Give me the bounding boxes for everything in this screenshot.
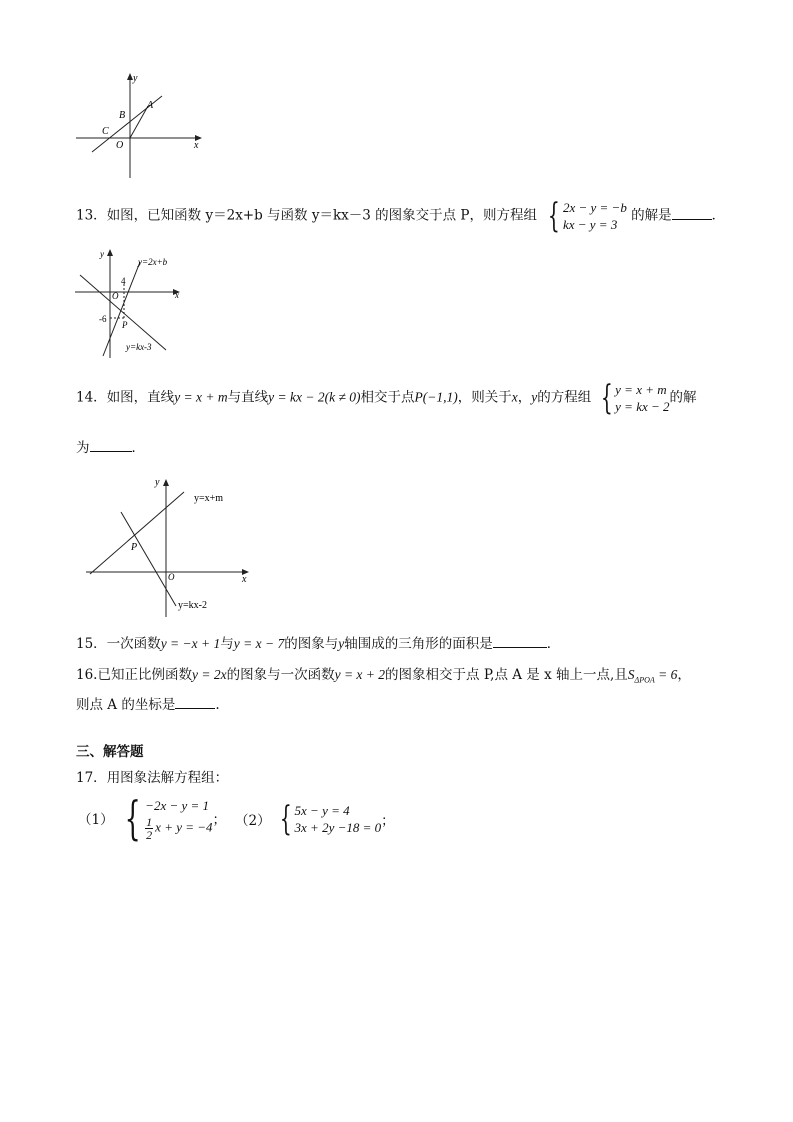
label-neg6: -6 xyxy=(99,314,107,324)
q14-text2: 与直线 xyxy=(227,389,269,406)
label-line1: y=x+m xyxy=(194,493,224,504)
line-oa xyxy=(130,106,148,138)
q17-part1-system xyxy=(118,791,213,845)
q13-eq2: kx − y = 3 xyxy=(562,217,618,232)
label-x: x xyxy=(242,574,247,585)
q14-eq1: y = x + m xyxy=(615,382,667,397)
q14-end: ． xyxy=(131,440,145,456)
label-a: A xyxy=(147,100,154,111)
label-line2: y=kx-3 xyxy=(126,342,152,352)
q14-wei: 为 xyxy=(76,440,90,456)
q16-answer-blank[interactable] xyxy=(175,695,215,709)
q16-end: . xyxy=(215,697,220,713)
q14-system xyxy=(596,378,670,418)
q14-text4: ，则关于 xyxy=(457,389,512,406)
label-y: y xyxy=(100,249,104,259)
q14-var-x: x xyxy=(511,389,518,405)
line-kx-minus-2 xyxy=(121,512,176,606)
q16-text2: 的图象与一次函数 xyxy=(226,667,335,683)
fraction-numerator: 1 xyxy=(146,814,153,829)
q15-var-y: y xyxy=(338,636,345,651)
q15-text4: 轴围成的三角形的面积是 xyxy=(344,636,493,652)
q15-text3: 的图象与 xyxy=(284,636,339,652)
label-x: x xyxy=(175,290,179,300)
q15-end: ． xyxy=(546,636,561,652)
q16-area-eq: = 6 xyxy=(654,667,678,682)
q16-func1: y = 2x xyxy=(191,667,227,682)
q14-text1: 如图，直线 xyxy=(106,389,175,406)
q16-number: 16. xyxy=(76,667,98,683)
q17-p1-eq2-rest: x + y = −4 xyxy=(155,818,213,834)
q14-line2: y = kx − 2(k ≠ 0) xyxy=(268,389,361,405)
label-p: P xyxy=(122,320,128,330)
label-b: B xyxy=(119,110,126,121)
y-axis-arrow-icon xyxy=(163,479,169,486)
q17-p2-eq1: 5x − y = 4 xyxy=(294,803,350,818)
q16-text4: ， xyxy=(677,667,691,683)
label-p: P xyxy=(131,542,138,553)
q17-part1-end: ； xyxy=(212,812,227,828)
q15-func1: y = −x + 1 xyxy=(160,636,221,651)
label-o: O xyxy=(168,572,175,582)
q13-answer-blank[interactable] xyxy=(672,206,712,220)
q15-text2: 与 xyxy=(220,636,234,652)
question-14-line2 xyxy=(76,438,145,457)
figure-q14 xyxy=(84,472,259,620)
q14-line1: y = x + m xyxy=(174,389,228,405)
q16-line2-text: 则点 A 的坐标是 xyxy=(76,697,176,713)
section-title: 三、解答题 xyxy=(76,744,144,760)
q16-area-sub: ΔPOA xyxy=(634,675,655,685)
q13-eq1: 2x − y = −b xyxy=(562,200,627,215)
label-4: 4 xyxy=(121,276,126,286)
q16-text1: 已知正比例函数 xyxy=(97,667,192,683)
q17-text: 用图象法解方程组： xyxy=(106,770,229,786)
q17-part2-system xyxy=(275,799,382,839)
fraction-denominator: 2 xyxy=(146,827,153,842)
q14-var-y: y xyxy=(531,389,538,405)
q14-text3: 相交于点 xyxy=(360,389,415,406)
y-axis-arrow-icon xyxy=(107,249,113,256)
q15-func2: y = x − 7 xyxy=(233,636,285,651)
q13-system xyxy=(543,196,627,236)
q14-answer-blank[interactable] xyxy=(90,438,132,452)
q13-text: 如图，已知函数 y＝2x+b 与函数 y＝kx－3 的图象交于点 P，则方程组 xyxy=(106,207,538,224)
q17-part2-label: （2） xyxy=(235,813,271,829)
q17-part2-end: ； xyxy=(381,813,395,829)
brace-icon: { xyxy=(279,799,292,839)
question-15 xyxy=(76,634,560,653)
question-17 xyxy=(76,769,228,787)
q15-answer-blank[interactable] xyxy=(493,634,547,648)
brace-icon: { xyxy=(600,378,613,418)
q16-text3: 的图象相交于点 P,点 A 是 x 轴上一点,且 xyxy=(385,667,628,683)
line-x-plus-m xyxy=(90,492,184,574)
figure-q12 xyxy=(70,68,210,183)
label-y: y xyxy=(133,73,138,84)
q14-point: P(−1,1) xyxy=(414,389,458,405)
question-13 xyxy=(76,196,726,236)
label-line1: y=2x+b xyxy=(138,257,168,267)
q17-p2-eq2: 3x + 2y −18 = 0 xyxy=(294,820,382,835)
fraction xyxy=(145,816,153,841)
question-16 xyxy=(76,666,691,690)
label-line2: y=kx-2 xyxy=(178,600,207,611)
q15-text1: 一次函数 xyxy=(106,636,161,652)
q14-comma: ， xyxy=(517,389,532,406)
q16-func2: y = x + 2 xyxy=(334,667,386,682)
q13-end: ． xyxy=(711,207,726,224)
brace-icon: { xyxy=(124,791,141,845)
label-x: x xyxy=(194,140,199,151)
q17-part1-label: （1） xyxy=(78,812,114,828)
q16-area-s: S xyxy=(627,667,635,682)
question-16-line2 xyxy=(76,695,220,714)
q14-number: 14． xyxy=(76,389,107,406)
label-o: O xyxy=(116,140,124,151)
q13-number: 13． xyxy=(76,207,107,224)
q17-p1-eq1: −2x − y = 1 xyxy=(145,797,210,813)
q17-p1-eq2 xyxy=(145,816,212,841)
line-kx-minus-3 xyxy=(80,275,166,350)
label-y: y xyxy=(155,477,160,488)
label-c: C xyxy=(102,126,109,137)
q17-part1 xyxy=(78,791,227,845)
brace-icon: { xyxy=(548,196,561,236)
figure-q13 xyxy=(70,240,190,362)
question-14 xyxy=(76,378,697,418)
q13-tail: 的解是 xyxy=(631,207,672,224)
q15-number: 15． xyxy=(76,636,107,652)
q14-eq2: y = kx − 2 xyxy=(615,399,670,414)
q14-text6: 的解 xyxy=(669,389,697,406)
q17-part2 xyxy=(235,799,395,839)
q14-text5: 的方程组 xyxy=(537,389,592,406)
q17-number: 17． xyxy=(76,770,107,786)
label-o: O xyxy=(112,291,119,301)
